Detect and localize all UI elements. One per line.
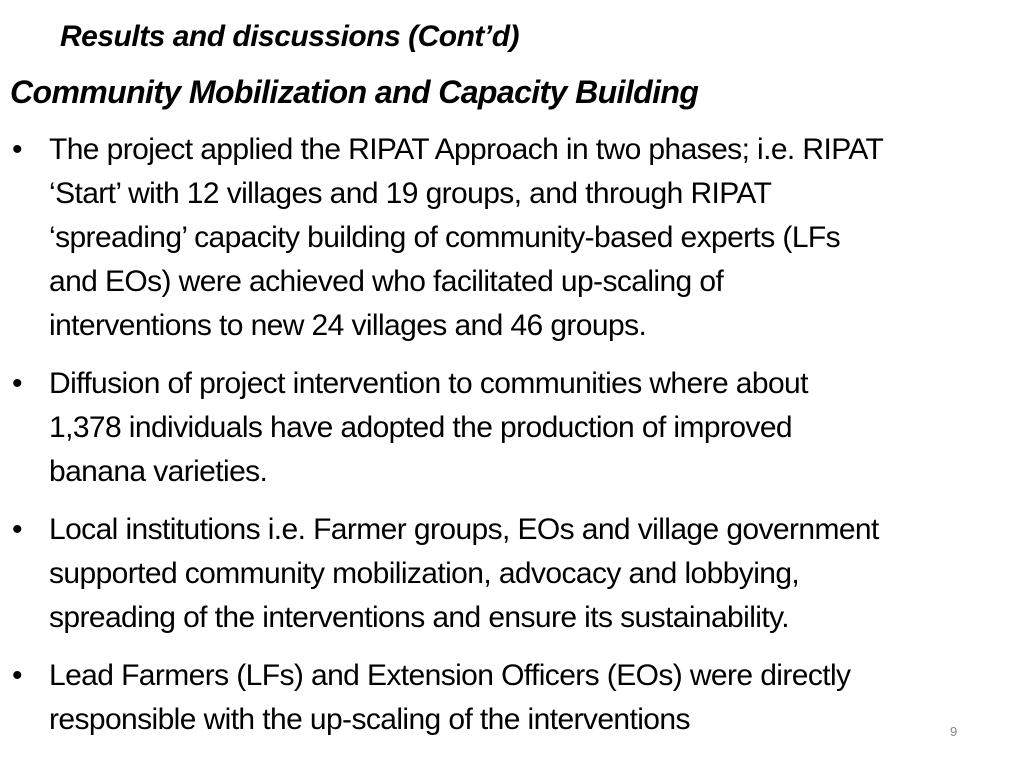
slide-title: Results and discussions (Cont’d) <box>60 20 520 53</box>
bullet-item <box>0 508 1024 640</box>
bullet-line: interventions to new 24 villages and 46 groups. <box>49 309 647 342</box>
bullet-item <box>0 128 1024 348</box>
bullet-list <box>0 128 1024 756</box>
bullet-line: ‘Start’ with 12 villages and 19 groups, and through RIPAT <box>49 177 772 210</box>
bullet-line: Diffusion of project intervention to communities where about <box>49 367 808 400</box>
bullet-line: responsible with the up-scaling of the interventions <box>49 703 690 736</box>
bullet-line: banana varieties. <box>49 455 268 488</box>
bullet-dot: • <box>12 133 22 166</box>
bullet-dot: • <box>12 659 22 692</box>
bullet-item <box>0 654 1024 742</box>
bullet-line: Lead Farmers (LFs) and Extension Officers (EOs) were directly <box>49 659 851 692</box>
slide-subtitle: Community Mobilization and Capacity Building <box>10 74 699 110</box>
bullet-line: ‘spreading’ capacity building of community-based experts (LFs <box>49 221 841 254</box>
bullet-dot: • <box>12 367 22 400</box>
bullet-line: spreading of the interventions and ensure its sustainability. <box>49 601 789 634</box>
bullet-line: The project applied the RIPAT Approach in two phases; i.e. RIPAT <box>49 133 884 166</box>
bullet-line: 1,378 individuals have adopted the production of improved <box>49 411 793 444</box>
bullet-item <box>0 362 1024 494</box>
bullet-dot: • <box>12 513 22 546</box>
bullet-line: and EOs) were achieved who facilitated up-scaling of <box>49 265 724 298</box>
bullet-line: Local institutions i.e. Farmer groups, EOs and village government <box>49 513 879 546</box>
page-number: 9 <box>950 724 958 739</box>
bullet-line: supported community mobilization, advocacy and lobbying, <box>49 557 800 590</box>
